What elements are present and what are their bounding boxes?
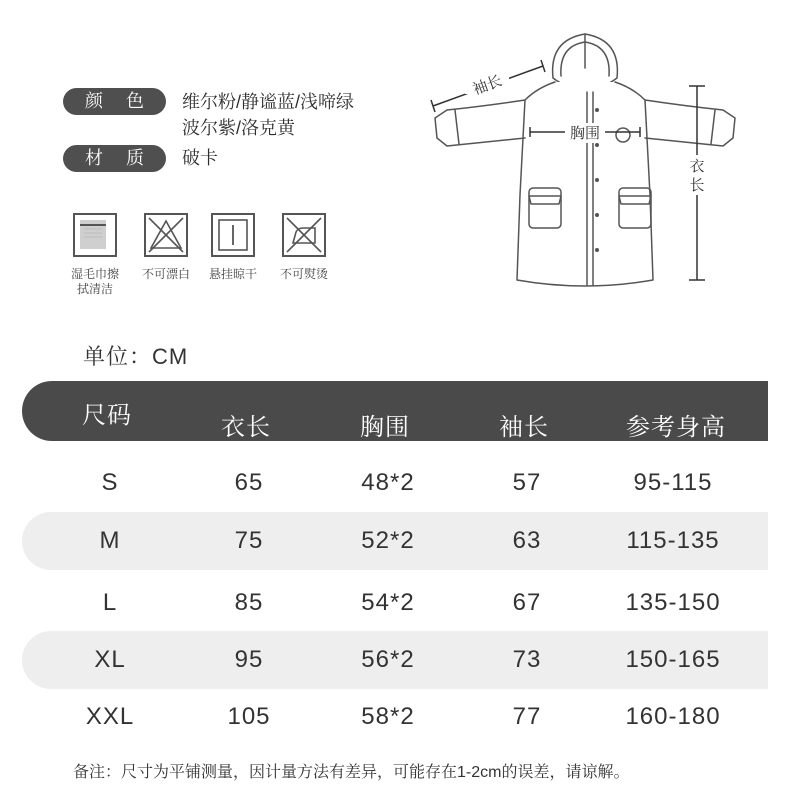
length-label-top: 衣: [689, 158, 705, 175]
sleeve-length-label: 袖长: [470, 72, 505, 99]
no-iron-icon: [282, 213, 326, 257]
material-label-pill: 材 质: [63, 145, 166, 172]
care-label-no-iron: 不可熨烫: [279, 267, 328, 281]
cell-chest: 48*2: [361, 469, 415, 496]
cell-length: 95: [234, 646, 264, 673]
cell-size: XL: [94, 646, 126, 673]
cell-size: XXL: [85, 703, 135, 730]
care-label-hang-dry: 悬挂晾干: [208, 267, 257, 281]
raincoat-diagram: [425, 10, 755, 300]
chest-label: 胸围: [569, 125, 601, 142]
cell-height: 150-165: [625, 646, 721, 673]
no-bleach-icon: [144, 213, 188, 257]
care-item-hang-dry: [202, 213, 264, 282]
care-item-no-bleach: [135, 213, 197, 282]
towel-wipe-icon: [73, 213, 117, 257]
cell-sleeve: 77: [512, 703, 542, 730]
cell-sleeve: 67: [512, 589, 542, 616]
table-row: [22, 631, 768, 689]
cell-length: 65: [234, 469, 264, 496]
cell-chest: 54*2: [361, 589, 415, 616]
cell-height: 115-135: [626, 527, 720, 554]
header-chest: 胸围: [360, 414, 410, 441]
cell-height: 95-115: [633, 469, 713, 496]
table-row: [22, 512, 768, 570]
cell-size: M: [99, 527, 121, 554]
material-value: 破卡: [182, 148, 218, 168]
care-item-towel: [64, 213, 126, 297]
cell-size: L: [102, 589, 118, 616]
color-label-pill: 颜 色: [63, 88, 166, 115]
care-label-no-bleach: 不可漂白: [141, 267, 190, 281]
cell-sleeve: 73: [512, 646, 542, 673]
footnote: 备注：尺寸为平铺测量，因计量方法有差异，可能存在1-2cm的误差，请谅解。: [73, 764, 630, 781]
cell-chest: 56*2: [361, 646, 415, 673]
header-size: 尺码: [82, 402, 132, 429]
header-height: 参考身高: [626, 414, 726, 441]
cell-length: 105: [227, 703, 271, 730]
cell-chest: 52*2: [361, 527, 415, 554]
care-label-towel-1: 湿毛巾擦: [70, 267, 119, 281]
color-values-line1: 维尔粉/静谧蓝/浅啼绿: [182, 92, 355, 112]
cell-chest: 58*2: [361, 703, 415, 730]
color-values-line2: 波尔紫/洛克黄: [182, 118, 296, 138]
cell-length: 75: [234, 527, 264, 554]
unit-title: 单位：CM: [83, 344, 189, 369]
care-item-no-iron: [273, 213, 335, 282]
cell-height: 135-150: [625, 589, 721, 616]
cell-size: S: [101, 469, 119, 496]
care-label-towel-2: 拭清洁: [76, 282, 113, 296]
header-sleeve: 袖长: [499, 414, 549, 441]
length-label-bottom: 长: [689, 177, 705, 194]
table-header: [22, 381, 768, 441]
cell-sleeve: 63: [512, 527, 542, 554]
cell-length: 85: [234, 589, 264, 616]
table-row: [22, 454, 768, 512]
cell-sleeve: 57: [512, 469, 542, 496]
cell-height: 160-180: [625, 703, 721, 730]
header-length: 衣长: [221, 414, 271, 441]
hang-dry-icon: [211, 213, 255, 257]
table-row: [22, 688, 768, 746]
table-row: [22, 574, 768, 632]
